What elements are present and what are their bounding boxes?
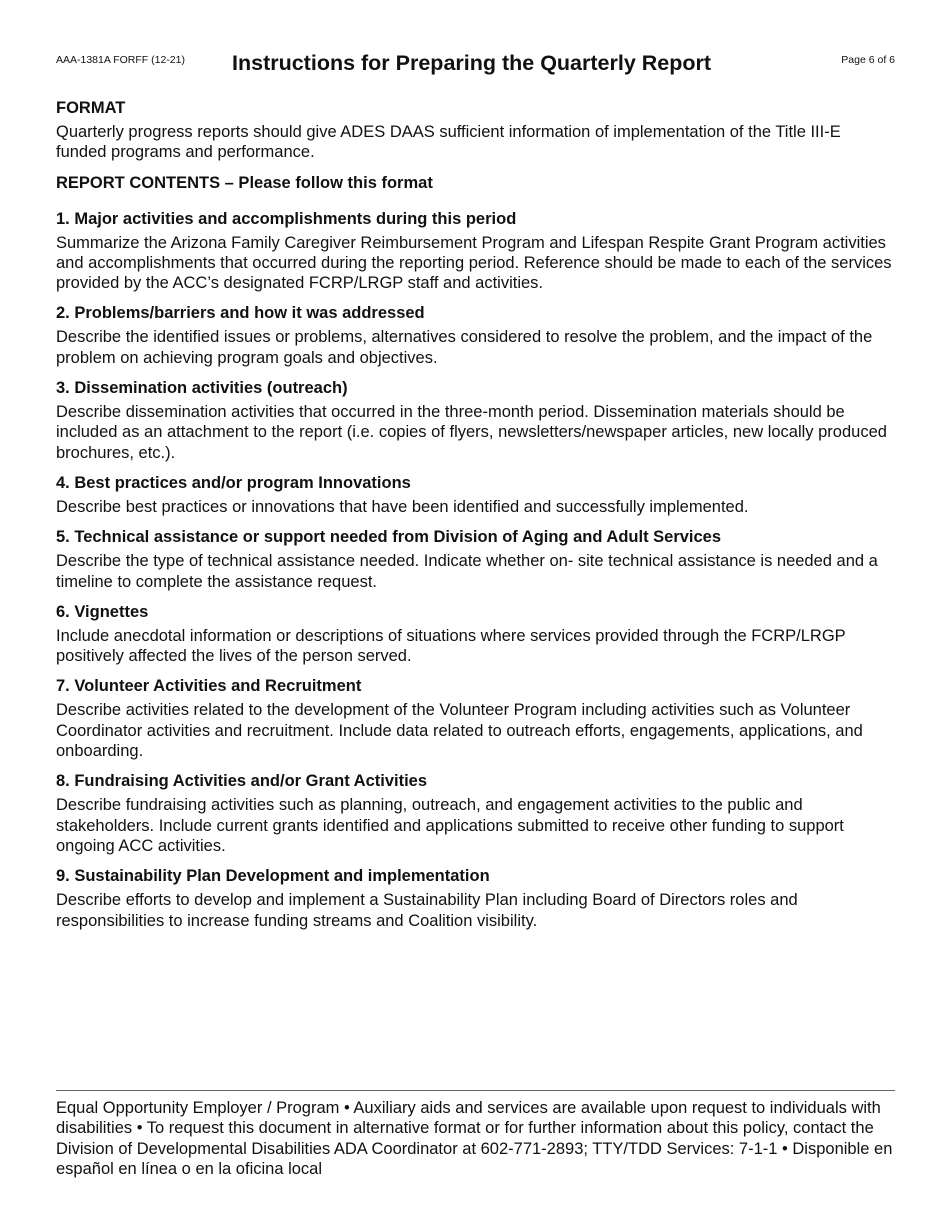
footer-notice: Equal Opportunity Employer / Program • Auxiliary aids and services are available upon request to individuals with disabilities • To request this document in alternative format or for further information about this policy, contact the Division of Developmental Disabilities ADA Coordinator at 602-771-2893; TTY/TDD Services: 7-1-1 • Disponible en español en línea o en la oficina local [56,1099,893,1178]
section-heading: 5. Technical assistance or support needed from Division of Aging and Adult Services [56,528,722,547]
section-major-activities [56,209,895,294]
section-technical-assistance [56,527,895,592]
section-text: Describe the identified issues or problems, alternatives considered to resolve the problem, and the impact of the problem on achieving program goals and objectives. [56,328,873,367]
page-header [56,0,895,90]
section-text: Describe efforts to develop and implement a Sustainability Plan including Board of Directors roles and responsibilities to increase funding streams and Coalition visibility. [56,891,798,930]
section-heading: 9. Sustainability Plan Development and implementation [56,867,490,886]
section-text: Summarize the Arizona Family Caregiver Reimbursement Program and Lifespan Respite Grant Program activities and accomplishments that occurred during the reporting period. Reference should be made to each of the services provided by the ACC’s designated FCRP/LRGP staff and activities. [56,233,892,293]
section-volunteer [56,676,895,761]
report-contents-heading: REPORT CONTENTS – Please follow this format [56,173,433,192]
section-heading: 6. Vignettes [56,602,149,621]
form-code: AAA-1381A FORFF (12-21) [56,54,185,66]
page-footer [56,1090,895,1179]
section-text: Describe dissemination activities that occurred in the three-month period. Dissemination materials should be included as an attachment to the report (i.e. copies of flyers, newsletters/newspaper articles, new locally produced brochures, etc.). [56,403,887,462]
section-problems-barriers [56,303,895,368]
section-text: Include anecdotal information or descriptions of situations where services provided through the FCRP/LRGP positively affected the lives of the person served. [56,626,846,666]
section-heading: 1. Major activities and accomplishments during this period [56,209,517,228]
section-best-practices [56,473,895,517]
section-text: Describe best practices or innovations that have been identified and successfully implemented. [56,497,749,516]
document-body [56,98,895,931]
section-heading: 3. Dissemination activities (outreach) [56,379,348,398]
section-text: Describe fundraising activities such as planning, outreach, and engagement activities to the public and stakeholders. Include current grants identified and applications submitted to receive other funding to support ongoing ACC activities. [56,796,844,855]
section-vignettes [56,602,895,667]
format-text: Quarterly progress reports should give ADES DAAS sufficient information of implementation of the Title III-E funded programs and performance. [56,123,841,162]
page-number: Page 6 of 6 [841,54,895,66]
document-title: Instructions for Preparing the Quarterly Report [232,51,712,75]
section-heading: 2. Problems/barriers and how it was addressed [56,304,425,323]
section-text: Describe the type of technical assistance needed. Indicate whether on- site technical assistance is needed and a timeline to complete the assistance request. [56,552,878,591]
section-dissemination [56,378,895,463]
section-heading: 8. Fundraising Activities and/or Grant Activities [56,772,428,791]
document-page [56,0,895,1230]
section-text: Describe activities related to the development of the Volunteer Program including activities such as Volunteer Coordinator activities and recruitment. Include data related to outreach efforts, engagements, applications, and onboarding. [56,701,863,761]
format-section [56,98,895,163]
format-heading: FORMAT [56,99,126,117]
section-sustainability [56,866,895,931]
section-heading: 4. Best practices and/or program Innovations [56,473,411,492]
section-fundraising [56,771,895,856]
section-heading: 7. Volunteer Activities and Recruitment [56,677,362,696]
